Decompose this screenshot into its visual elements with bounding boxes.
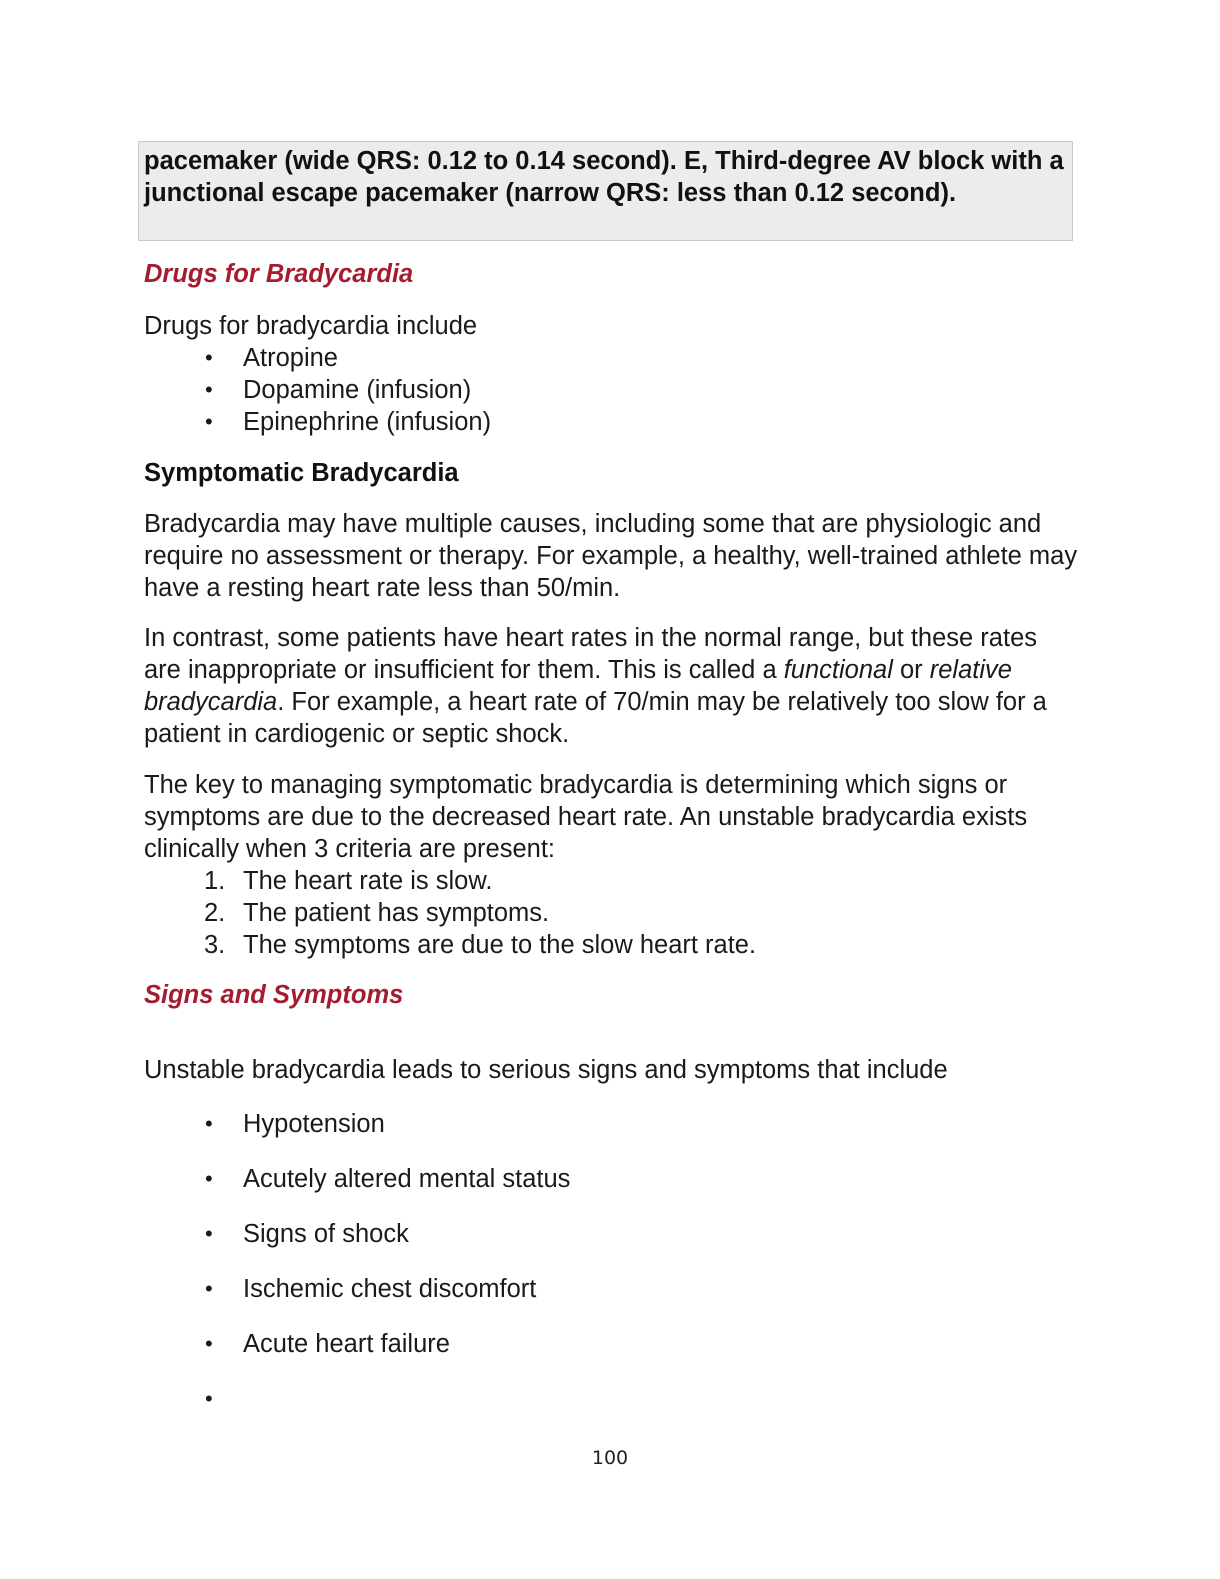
drugs-heading: Drugs for Bradycardia (144, 260, 414, 288)
list-item: 1. The heart rate is slow. (204, 867, 493, 895)
symptomatic-para-3: The key to managing symptomatic bradycardia is determining which signs or symptoms are due to the decreased heart rate. An unstable bradycardia exists clinically when 3 criteria are present: (144, 771, 1028, 863)
symptomatic-heading: Symptomatic Bradycardia (144, 459, 459, 487)
bullet-icon: • (205, 1221, 213, 1246)
list-item: • Signs of shock (205, 1220, 409, 1248)
list-item: • Atropine (205, 344, 338, 372)
bullet-icon: • (205, 377, 213, 402)
list-item: • Acute heart failure (205, 1330, 450, 1358)
list-item: • Dopamine (infusion) (205, 376, 472, 404)
bullet-icon: • (205, 345, 213, 370)
list-item: 2. The patient has symptoms. (204, 899, 550, 927)
bullet-icon: • (205, 1276, 213, 1301)
bullet-icon: • (205, 1331, 213, 1356)
list-item: • Epinephrine (infusion) (205, 408, 492, 436)
figure-caption-text: pacemaker (wide QRS: 0.12 to 0.14 second). E, Third-degree AV block with a junctional escape pacemaker (narrow QRS: less than 0.12 second). (144, 147, 1064, 207)
criteria-list (144, 865, 756, 961)
signs-list (144, 1108, 571, 1411)
signs-intro: Unstable bradycardia leads to serious signs and symptoms that include (144, 1056, 948, 1084)
bullet-icon: • (205, 409, 213, 434)
relative-bradycardia-term: relative bradycardia (144, 656, 1012, 716)
list-item: • Hypotension (205, 1110, 385, 1138)
functional-term: functional (783, 656, 893, 684)
figure-caption-box (138, 141, 1073, 241)
symptomatic-para-2: In contrast, some patients have heart rates in the normal range, but these rates are inappropriate or insufficient for them. This is called a functional or relative bradycardia. For example, a heart rate of 70/min may be relatively too slow for a patient in cardiogenic or septic shock. (144, 624, 1047, 748)
drugs-intro: Drugs for bradycardia include (144, 312, 478, 340)
page-number: 100 (591, 1447, 629, 1469)
bullet-icon: • (205, 1111, 213, 1136)
list-item: 3. The symptoms are due to the slow heart rate. (204, 931, 757, 959)
bullet-icon: • (205, 1166, 213, 1191)
list-item: • Ischemic chest discomfort (205, 1275, 537, 1303)
signs-heading: Signs and Symptoms (144, 981, 404, 1009)
list-item: • Acutely altered mental status (205, 1165, 571, 1193)
symptomatic-para-1: Bradycardia may have multiple causes, including some that are physiologic and require no assessment or therapy. For example, a healthy, well-trained athlete may have a resting heart rate less than 50/min. (144, 510, 1078, 602)
bullet-icon: • (205, 1386, 213, 1411)
drugs-list (144, 342, 491, 438)
